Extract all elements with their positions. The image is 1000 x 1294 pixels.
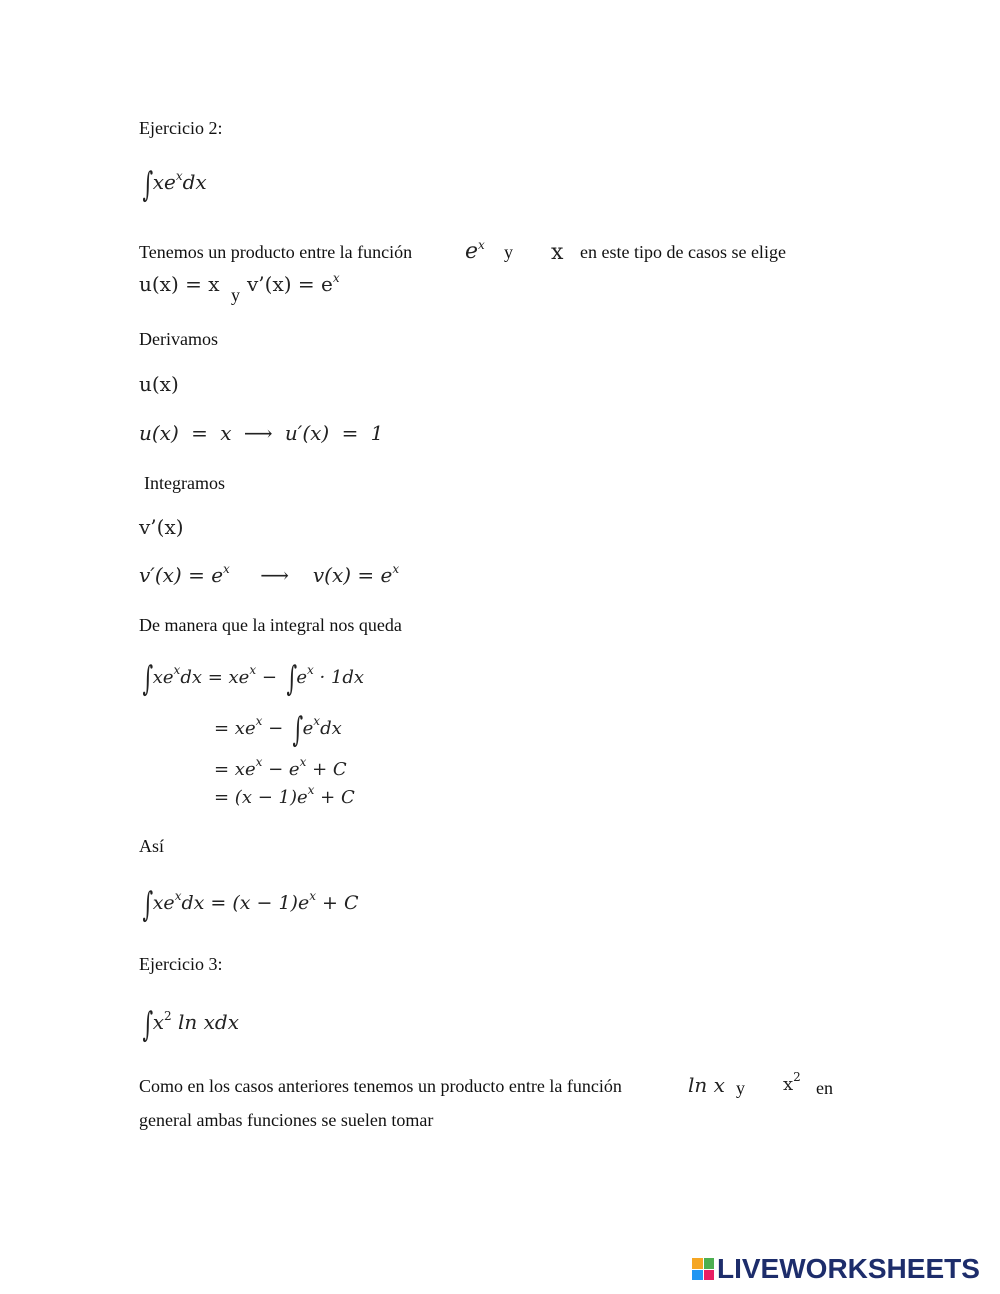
exercise-3-sentence-end: general ambas funciones se suelen tomar (139, 1110, 434, 1130)
equation-line-1: $\int xe^xdx = xe^x - \int e^x \cdot 1dx$ (142, 659, 365, 699)
choice-u: u(x) = x (139, 272, 220, 296)
conjunction-y: y (504, 242, 513, 262)
equation-line-3: = $xe^x - e^x + C$ (214, 755, 347, 780)
exercise-3-integral: $\int x^2$ ln xdx (142, 1005, 239, 1045)
exercise-3-sentence-start: Como en los casos anteriores tenemos un producto entre la función (139, 1076, 622, 1096)
liveworksheets-logo (692, 1252, 980, 1286)
u-derivative-line: u(x) = x ⟶ u′(x) = 1 (139, 421, 384, 445)
integral-sign-icon: ∫ (286, 659, 297, 699)
choice-v: v’(x) = $e^x$ (247, 271, 340, 296)
u-label: u(x) (139, 372, 179, 396)
logo-text: LIVEWORKSHEETS (717, 1253, 980, 1284)
function-e-x: $e^x$ (465, 238, 485, 264)
conjunction-y: y (736, 1078, 745, 1098)
liveworksheets-logo-icon (692, 1258, 714, 1280)
equation-line-4: = $(x - 1)e^x + C$ (214, 783, 355, 808)
exercise-3-en: en (816, 1078, 833, 1098)
integral-sign-icon: ∫ (292, 710, 304, 750)
v-integral-line: $v'(x) = e^x$ ⟶ $v(x) = e^x$ (139, 562, 400, 587)
exercise-2-heading: Ejercicio 2: (139, 118, 223, 138)
choice-y: y (231, 285, 240, 305)
equation-line-2: = $xe^x - \int e^xdx$ (214, 710, 342, 750)
product-sentence-start: Tenemos un producto entre la función (139, 242, 413, 262)
integral-sign-icon: ∫ (142, 885, 154, 925)
function-x-squared: $x^2$ (783, 1070, 801, 1095)
exercise-2-integral: $\int xe^xdx$ (142, 165, 207, 205)
final-result: $\int xe^xdx = (x - 1)e^x + C$ (142, 885, 359, 925)
exercise-3-heading: Ejercicio 3: (139, 954, 223, 974)
integramos-label: Integramos (144, 473, 225, 493)
integral-sign-icon: ∫ (142, 1005, 154, 1045)
result-intro: De manera que la integral nos queda (139, 615, 402, 635)
function-ln-x: ln x (688, 1073, 725, 1097)
v-label: v’(x) (139, 515, 184, 539)
integral-sign-icon: ∫ (142, 165, 154, 205)
derivamos-label: Derivamos (139, 329, 218, 349)
function-x: x (551, 240, 564, 265)
product-sentence-end: en este tipo de casos se elige (580, 242, 786, 262)
asi-label: Así (139, 836, 165, 856)
integral-sign-icon: ∫ (142, 659, 154, 699)
